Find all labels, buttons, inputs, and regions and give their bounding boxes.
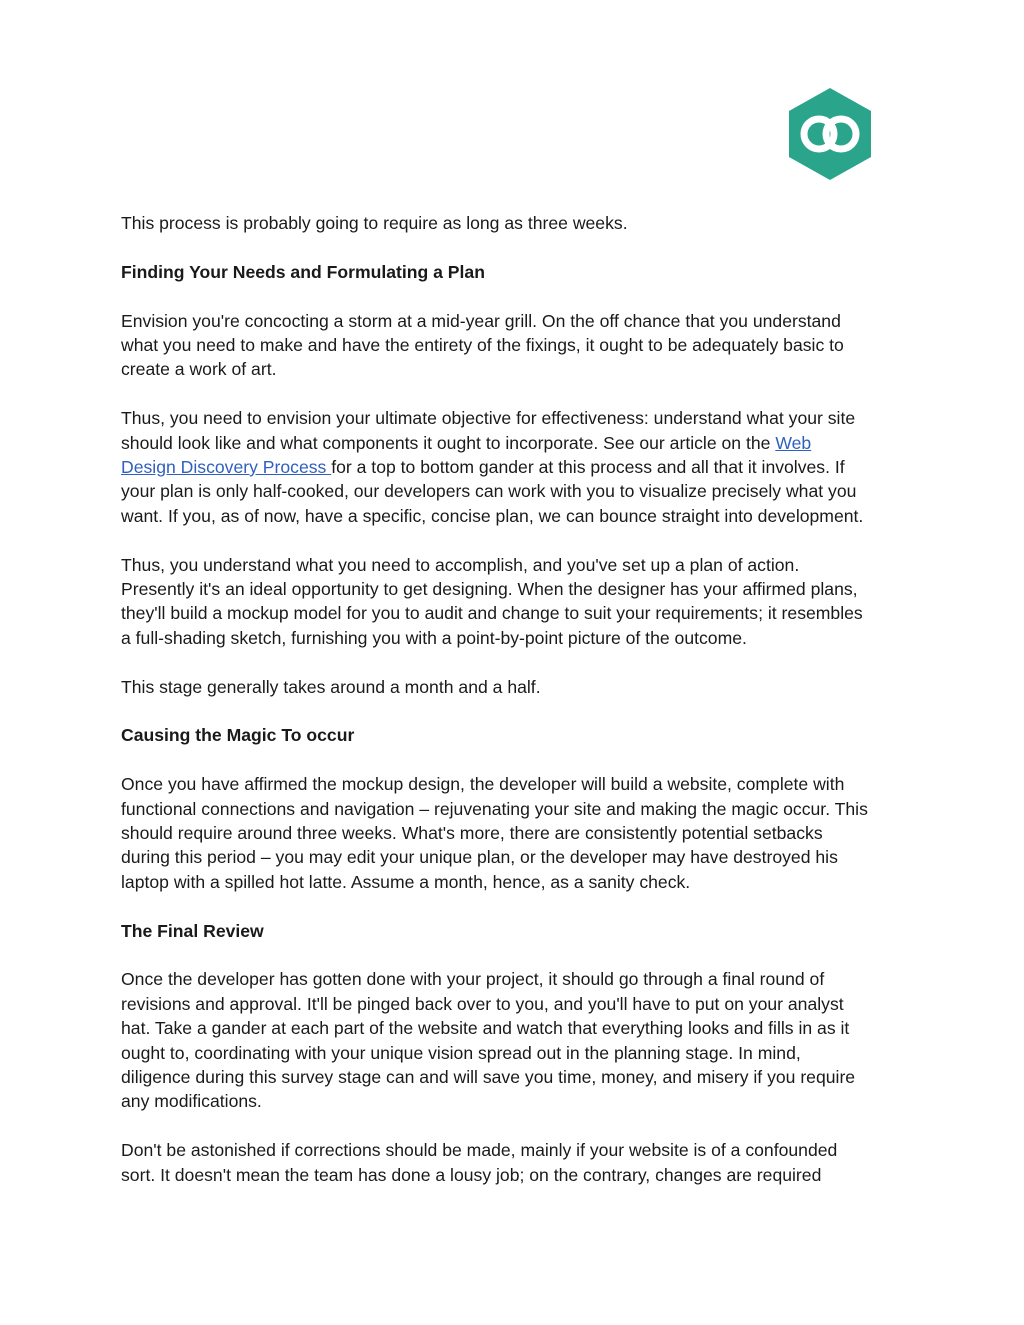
paragraph-plan-of-action [121, 553, 911, 651]
text-line: any modifications. [121, 1091, 262, 1112]
text-line: Presently it's an ideal opportunity to get designing. When the designer has your affirmed plans, [121, 579, 858, 600]
text-segment: should look like and what components it ought to incorporate. See our article on the [121, 432, 776, 453]
text-line [121, 455, 911, 479]
text-line: Once you have affirmed the mockup design, the developer will build a website, complete with [121, 774, 845, 795]
text-line: Envision you're concocting a storm at a mid-year grill. On the off chance that you understand [121, 310, 841, 331]
text-line: should require around three weeks. What's more, there are consistently potential setbacks [121, 823, 823, 844]
text-line: sort. It doesn't mean the team has done a lousy job; on the contrary, changes are required [121, 1164, 822, 1185]
text-line: laptop with a spilled hot latte. Assume a month, hence, as a sanity check. [121, 871, 691, 892]
text-segment: for a top to bottom gander at this process and all that it involves. If [331, 457, 845, 478]
section-heading-needs: Finding Your Needs and Formulating a Plan [121, 261, 485, 282]
brand-logo [783, 86, 877, 182]
paragraph-final-review [121, 967, 911, 1113]
paragraph-envision [121, 309, 911, 382]
document-body [121, 211, 911, 1211]
text-line: your plan is only half-cooked, our developers can work with you to visualize precisely what you [121, 481, 857, 502]
paragraph-objective [121, 406, 911, 528]
text-line: a full-shading sketch, furnishing you with a point-by-point picture of the outcome. [121, 627, 747, 648]
intro-paragraph: This process is probably going to require as long as three weeks. [121, 213, 628, 233]
web-design-discovery-link-cont[interactable]: Design Discovery Process [121, 457, 332, 478]
text-line: Thus, you understand what you need to accomplish, and you've set up a plan of action. [121, 554, 800, 575]
text-line: ought to, coordinating with your unique vision spread out in the planning stage. In mind, [121, 1042, 801, 1063]
text-line: revisions and approval. It'll be pinged back over to you, and you'll have to put on your analyst [121, 993, 844, 1014]
text-line: during this period – you may edit your unique plan, or the developer may have destroyed his [121, 847, 838, 868]
text-line: want. If you, as of now, have a specific, concise plan, we can bounce straight into development. [121, 505, 864, 526]
text-line: Once the developer has gotten done with your project, it should go through a final round of [121, 969, 825, 990]
text-line: they'll build a mockup model for you to audit and change to suit your requirements; it resembles [121, 603, 863, 624]
paragraph-build [121, 772, 911, 894]
paragraph-corrections [121, 1138, 911, 1187]
text-line: create a work of art. [121, 359, 277, 380]
text-line: functional connections and navigation – rejuvenating your site and making the magic occur. This [121, 798, 868, 819]
text-line: Don't be astonished if corrections should be made, mainly if your website is of a confounded [121, 1140, 838, 1161]
text-line [121, 431, 911, 455]
text-line: diligence during this survey stage can and will save you time, money, and misery if you require [121, 1067, 856, 1088]
text-line: hat. Take a gander at each part of the website and watch that everything looks and fills in as it [121, 1018, 850, 1039]
text-line: Thus, you need to envision your ultimate objective for effectiveness: understand what your site [121, 408, 856, 429]
web-design-discovery-link[interactable]: Web [775, 432, 812, 453]
text-line: what you need to make and have the entirety of the fixings, it ought to be adequately basic to [121, 335, 844, 355]
section-heading-magic: Causing the Magic To occur [121, 725, 355, 746]
paragraph-stage-duration: This stage generally takes around a month and a half. [121, 676, 541, 697]
section-heading-final-review: The Final Review [121, 920, 264, 941]
